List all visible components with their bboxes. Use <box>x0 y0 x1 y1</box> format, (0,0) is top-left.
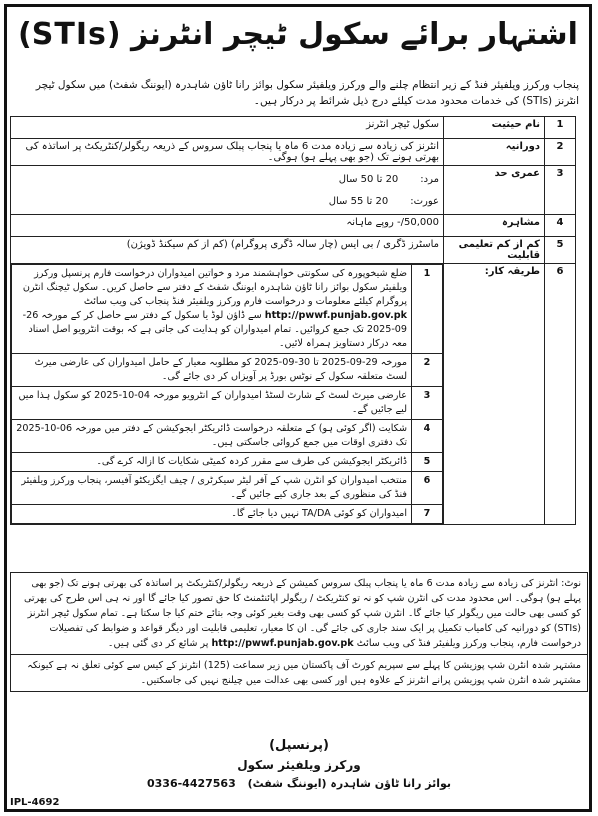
table-row <box>11 237 576 264</box>
signature-line2: بوائز رانا ٹاؤن شاہدرہ (ایوننگ شفٹ) 0336-4427563 <box>146 777 452 790</box>
row-value: انٹرنز کی زیادہ سے زیادہ مدت 6 ماہ یا پنجاب پبلک سروس کے ذریعہ ریگولر/کنٹریکٹ پر اساتذہ کی بھرتی ہونے تک (جو بھی پہلے ہو) ہوگی۔ <box>11 139 444 166</box>
row-number: 3 <box>545 166 576 215</box>
row-label: عمری حد <box>444 166 545 215</box>
note-website-link[interactable]: http://pwwf.punjab.gov.pk <box>211 638 354 649</box>
table-row <box>11 139 576 166</box>
procedure-step: 1 ضلع شیخوپورہ کی سکونتی خواہشمند مرد و خواتین امیدواران درخواست فارم پرنسپل ورکرز ویلفیئر سکول بوائز رانا ٹاؤن شاہدرہ ایوننگ شفٹ کے دفتر سے حاصل کریں۔ سکول ٹیچنگ انٹرن پروگرام کیلئے معلومات و درخواست فارم ورکرز ویلفیئر فنڈ پنجاب کی ویب سائٹ http://pwwf.punjab.gov.pk سے ڈاؤن لوڈ یا سکول کے دفتر سے حاصل کر کے مورخہ 26-09-2025 تک جمع کروائیں۔ تمام امیدواران کو ہدایت کی جاتی ہے کہ بوقت انٹرویو اصل اسناد معہ درکار دستاویز ہمراہ لائیں۔ <box>12 265 443 354</box>
procedure-step: 3 عارضی میرٹ لسٹ کے شارٹ لسٹڈ امیدواران کے انٹرویو مورخہ 04-10-2025 کو سکول ہذا میں لیے جائیں گے۔ <box>12 387 443 420</box>
age-male: مرد: 20 تا 50 سال <box>338 173 439 185</box>
row-number: 1 <box>545 117 576 139</box>
procedure-step: 7 امیدواران کو کوئی TA/DA نہیں دیا جائے گا۔ <box>12 505 443 524</box>
row-label: طریقہ کار: <box>444 264 545 525</box>
terms-table <box>10 116 576 525</box>
procedure-step: 6 منتخب امیدواران کو انٹرن شپ کے آفر لیٹر سیکرٹری / چیف ایگزیکٹو آفیسر، پنجاب ورکرز ویلفیئر فنڈ کی منظوری کے بعد جاری کیے جائیں گے۔ <box>12 472 443 505</box>
table-row <box>11 117 576 139</box>
table-row <box>11 264 576 525</box>
row-number: 4 <box>545 215 576 237</box>
procedure-cell <box>11 264 444 525</box>
procedure-table <box>11 264 443 524</box>
row-number: 5 <box>545 237 576 264</box>
procedure-step: 2 مورخہ 29-09-2025 تا 30-09-2025 کو مطلوبہ معیار کے حامل امیدواران کی عارضی میرٹ لسٹ متعلقہ سکول کے نوٹس بورڈ پر آویزاں کر دی جائے گی۔ <box>12 354 443 387</box>
disclaimer-box: مشتہر شدہ انٹرن شپ پوزیشن کا پہلے سے سپریم کورٹ آف پاکستان میں زیر سماعت (125) انٹرنز کے کیس سے کوئی تعلق نہ ہے کیونکہ مشتہر شدہ انٹرن شپ پوزیشن پرانے انٹرنز کے علاوہ ہیں اور کسی بھی عدالت میں چیلنج نہیں کی جاسکتیں۔ <box>10 655 588 692</box>
note-box: نوٹ: انٹرنز کی زیادہ سے زیادہ مدت 6 ماہ یا پنجاب پبلک سروس کمیشن کے ذریعہ ریگولر/کنٹریکٹ پر اساتذہ کی بھرتی ہونے تک (جو بھی پہلے ہو) ہوگی۔ اس محدود مدت کی انٹرن شپ کو نہ تو کنٹریکٹ / ریگولر اپائنٹمنٹ کا حق تصور کیا جائے گا اور نہ ہی اس طرح کی بھرتی کو کسی بھی حالت میں ریگولر کیا جائے گا۔ انٹرن شپ کو کسی بھی وقت بغیر کوئی وجہ بتائے ختم کیا جا سکتا ہے۔ تمام سکول ٹیچر انٹرنز (STIs) کو دورانیہ کی کامیاب تکمیل پر ایک سند جاری کی جائے گی۔ ان کا معیار، تعلیمی قابلیت اور دیگر قواعد و ضوابط کی تفصیلات درخواست فارم، پنجاب ورکرز ویلفیئر فنڈ کی ویب سائٹ http://pwwf.punjab.gov.pk پر شائع کر دی گئی ہیں۔ <box>10 572 588 655</box>
note-section <box>10 572 588 692</box>
age-limits <box>11 166 444 215</box>
row-value: 50,000/- روپے ماہانہ <box>11 215 444 237</box>
row-label: کم از کم تعلیمی قابلیت <box>444 237 545 264</box>
row-number: 6 <box>545 264 576 525</box>
row-label: نام حیثیت <box>444 117 545 139</box>
row-label: مشاہرہ <box>444 215 545 237</box>
age-female: عورت: 20 تا 55 سال <box>328 195 439 207</box>
ipl-code: IPL-4692 <box>10 797 60 808</box>
intro-paragraph: پنجاب ورکرز ویلفیئر فنڈ کے زیر انتظام چلنے والے ورکرز ویلفیئر سکول بوائز رانا ٹاؤن شاہدرہ (ایوننگ شفٹ) میں سکول ٹیچر انٹرنز (STIs) کی خدمات محدود مدت کیلئے درج ذیل شرائط پر درکار ہیں۔ <box>35 79 579 107</box>
table-row <box>11 166 576 215</box>
table-row <box>11 215 576 237</box>
website-link[interactable]: http://pwwf.punjab.gov.pk <box>264 310 407 321</box>
procedure-step: 4 شکایت (اگر کوئی ہو) کے متعلقہ درخواست ڈائریکٹر ایجوکیشن کے دفتر میں مورخہ 06-10-2025 تک دفتری اوقات میں جمع کروائی جاسکتی ہیں۔ <box>12 420 443 453</box>
signature-line1: ورکرز ویلفیئر سکول <box>237 758 361 772</box>
phone-number: 0336-4427563 <box>146 777 236 790</box>
page-title: اشتہار برائے سکول ٹیچر انٹرنز (STIs) <box>18 17 578 52</box>
row-value: ماسٹرز ڈگری / بی ایس (چار سالہ ڈگری پروگرام) (کم از کم سیکنڈ ڈویژن) <box>11 237 444 264</box>
signature-mark: (پرنسپل) <box>269 738 329 753</box>
row-value: سکول ٹیچر انٹرنز <box>11 117 444 139</box>
procedure-step: 5 ڈائریکٹر ایجوکیشن کی طرف سے مقرر کردہ کمیٹی شکایات کا ازالہ کرے گی۔ <box>12 453 443 472</box>
row-label: دورانیہ <box>444 139 545 166</box>
row-number: 2 <box>545 139 576 166</box>
